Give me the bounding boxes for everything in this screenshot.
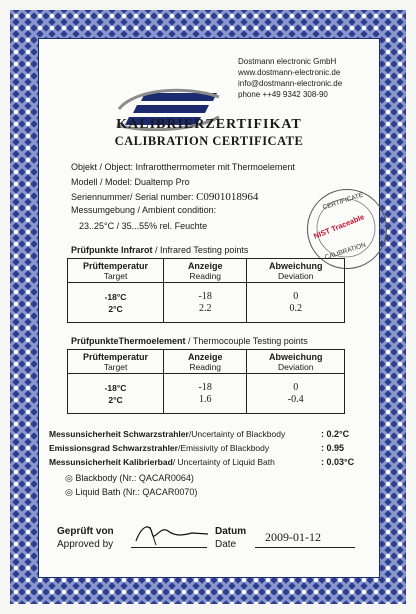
infrared-table [67, 258, 345, 323]
infrared-targets: -18°C 2°C [68, 283, 164, 323]
infrared-heading-rest: / Infrared Testing points [152, 245, 249, 255]
radio-icon: ◎ [65, 487, 76, 497]
object-row [71, 162, 295, 172]
model-value: Dualtemp Pro [134, 177, 190, 187]
object-value: Infrarotthermometer mit Thermoelement [135, 162, 295, 172]
thermocouple-heading [71, 336, 308, 346]
title-english: CALIBRATION CERTIFICATE [114, 134, 304, 148]
thermocouple-col-deviation: Abweichung Deviation [247, 350, 345, 374]
emissivity-blackbody: Emissionsgrad Schwarzstrahler/Emissivity of Blackbody [49, 443, 270, 453]
infrared-col-deviation: Abweichung Deviation [247, 259, 345, 283]
stamp-bottom-text: CALIBRATION [323, 241, 367, 262]
model-label: Modell / Model: [71, 177, 133, 187]
thermocouple-targets: -18°C 2°C [68, 374, 164, 414]
thermocouple-heading-bold: PrüfpunkteThermoelement [71, 336, 186, 346]
date-label-en: Date [215, 539, 237, 550]
infrared-header-row [68, 259, 345, 283]
infrared-readings: -18 2.2 [164, 283, 247, 323]
thermocouple-readings: -18 1.6 [164, 374, 247, 414]
emissivity-blackbody-value: : 0.95 [321, 443, 345, 453]
table-row [68, 283, 345, 323]
environment-value: 23..25°C / 35...55% rel. Feuchte [79, 221, 208, 231]
nist-stamp [307, 189, 387, 269]
date-label-de: Datum [215, 526, 247, 537]
thermocouple-heading-rest: / Thermocouple Testing points [185, 336, 308, 346]
stamp-middle-text: NIST Traceable [312, 212, 366, 241]
date-value: 2009-01-12 [265, 530, 321, 544]
thermocouple-table [67, 349, 345, 414]
serial-value: C0901018964 [196, 191, 259, 203]
thermocouple-col-reading: Anzeige Reading [164, 350, 247, 374]
table-row [68, 374, 345, 414]
object-label: Objekt / Object: [71, 162, 134, 172]
thermocouple-col-target: Prüftemperatur Target [68, 350, 164, 374]
approved-label-en: Approved by [57, 539, 114, 550]
uncertainty-liquid-bath-value: : 0.03°C [321, 457, 355, 467]
serial-row [71, 191, 258, 203]
company-name: Dostmann electronic GmbH [238, 57, 337, 66]
title-german: KALIBRIERZERTIFIKAT [116, 117, 302, 132]
company-website: www.dostmann-electronic.de [238, 68, 341, 77]
uncertainty-blackbody-value: : 0.2°C [321, 429, 350, 439]
radio-icon: ◎ [65, 473, 76, 483]
approved-label-de: Geprüft von [57, 526, 114, 537]
infrared-col-reading: Anzeige Reading [164, 259, 247, 283]
uncertainty-liquid-bath: Messunsicherheit Kalibrierbad/ Uncertainty of Liquid Bath [49, 457, 275, 467]
date-line [255, 547, 355, 548]
stamp-top-text: CERTIFICATE [321, 191, 365, 212]
infrared-heading-bold: Prüfpunkte Infrarot [71, 245, 153, 255]
uncertainty-blackbody: Messunsicherheit Schwarzstrahler/Uncertainty of Blackbody [49, 429, 286, 439]
model-row [71, 177, 190, 187]
serial-label: Seriennummer/ Serial number: [71, 192, 194, 202]
infrared-col-target: Prüftemperatur Target [68, 259, 164, 283]
environment-label: Messumgebung / Ambient condition: [71, 205, 217, 215]
certificate-body [38, 38, 380, 578]
thermocouple-header-row [68, 350, 345, 374]
reference-blackbody: ◎ Blackbody (Nr.: QACAR0064) [65, 473, 194, 483]
reference-liquid-bath: ◎ Liquid Bath (Nr.: QACAR0070) [65, 487, 198, 497]
infrared-deviations: 0 0.2 [247, 283, 345, 323]
infrared-heading [71, 245, 248, 255]
company-phone: phone ++49 9342 308-90 [238, 90, 328, 99]
thermocouple-deviations: 0 -0.4 [247, 374, 345, 414]
signature-line [131, 547, 207, 548]
company-email: info@dostmann-electronic.de [238, 79, 343, 88]
signature-image [132, 519, 212, 549]
